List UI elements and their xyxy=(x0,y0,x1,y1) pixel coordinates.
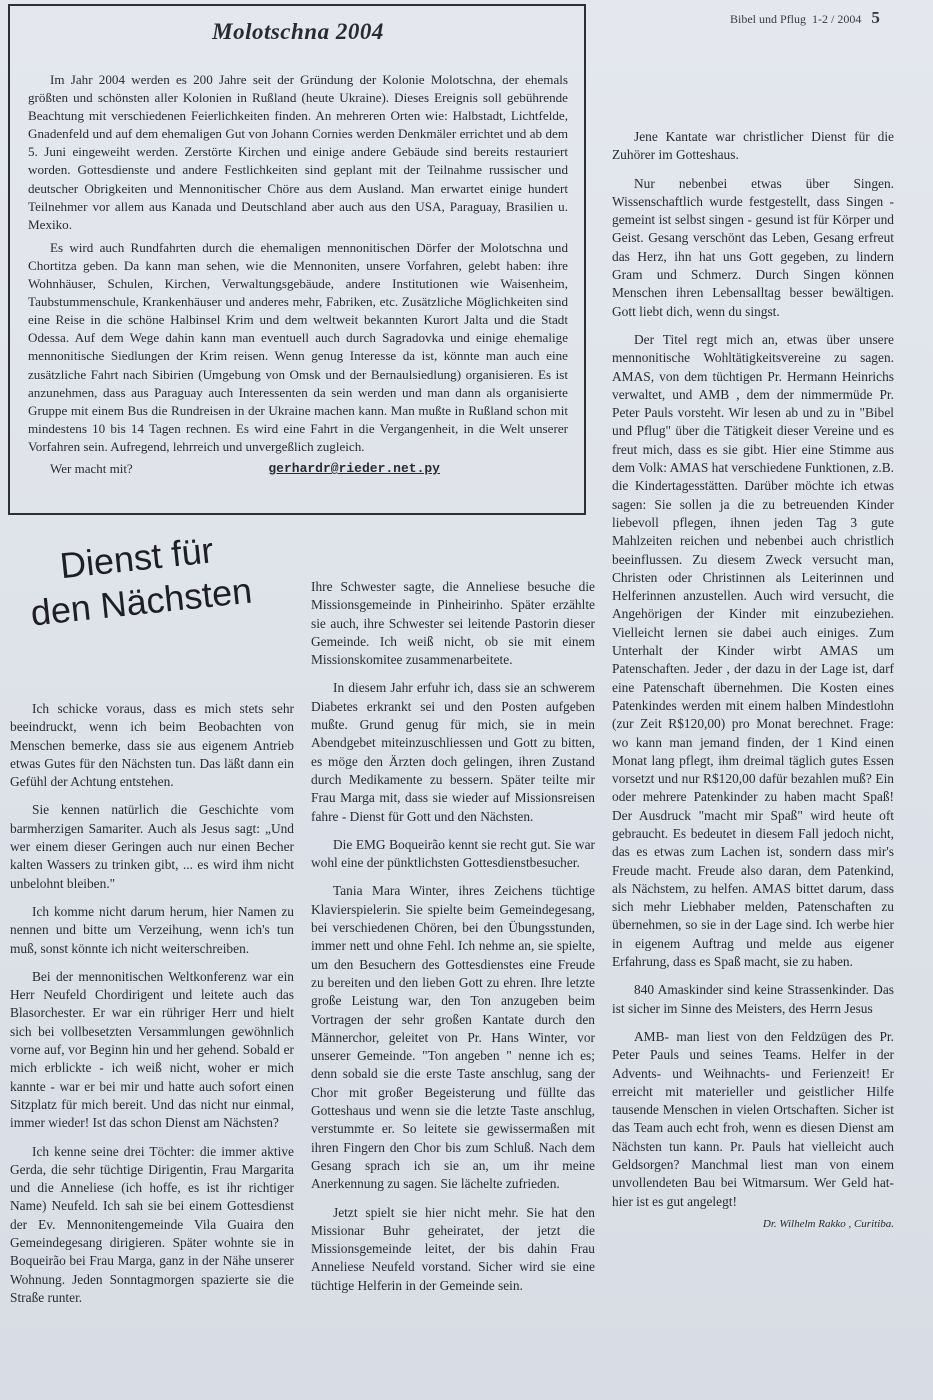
announcement-title: Molotschna 2004 xyxy=(212,19,384,44)
article-paragraph: Der Titel regt mich an, etwas über unsere mennonitische Wohltätigkeitsvereine zu sagen. AMAS, von dem tüchtigen Pr. Hermann Heinrichs verwaltet, und AMB , dem der nimmermüde Pr. Peter Pauls vorsteht. Wir lesen ab und zu in "Bibel und Pflug" über die Tätigkeit dieser Vereine und es freut mich, dass es sie gibt. Hier eine Stimme aus dem Volk: AMAS hat verschiedene Funktionen, z.B. die Kindertagesstätten. Darüber möchte ich etwas sagen: Sie sollen ja die zu betreuenden Kinder liebevoll pflegen, ihnen jeden Tag 3 gute Mahlzeiten reichen und nebenbei auch christlich beeinflussen. Zu diesem Zweck versucht man, Christen oder Christinnen als Leiterinnen und Helferinnen anzustellen. Auch wird versucht, die Angehörigen der Kinder mit einzubeziehen. Vielleicht lernen sie dabei auch einiges. Zum Unterhalt der Kinder wirbt AMAS um Patenschaften. Jeder , der dazu in der Lage ist, darf eine Patenschaft übernehmen. Die Kosten eines Patenkindes werden mit einem halben Mindestlohn (zur Zeit R$120,00) pro Monat berechnet. Frage: wo kann man jemand finden, der 1 Kind einen Monat lang pflegt, ihm dreimal täglich gutes Essen vorsetzt und nur R$120,00 dafür bezahlen muß? Ein oder mehrere Patenkinder zu haben macht Spaß! Der Ausdruck "macht mir Spaß" wird heute oft gebraucht. Es bedeutet in diesem Fall jedoch nicht, das es etwas zum Lachen ist, sondern dass mir's Freude macht. Freude also daran, dem Patenkind, als Nächstem, zu helfen. AMAS bittet darum, dass sich mehr Liebhaber melden, Patenschaften zu übernehmen, so sie in der Lage sind. Ich werbe hier in eigenem Auftrag und melde aus eigener Erfahrung, dass es Spaß macht, sie zu haben. xyxy=(612,331,894,970)
journal-name: Bibel und Pflug xyxy=(730,12,807,26)
molotschna-announcement-box xyxy=(8,4,586,515)
article-paragraph: 840 Amaskinder sind keine Strassenkinder. Das ist sicher im Sinne des Meisters, des Herrn Jesus xyxy=(612,982,894,1016)
article-paragraph: Ich komme nicht darum herum, hier Namen zu nennen und bitte um Verzeihung, wenn ich's tun muß, sonst könnte ich nicht weiterschreiben. xyxy=(10,903,294,956)
article-title-line-2: den Nächsten xyxy=(28,569,254,634)
article-paragraph: Jene Kantate war christlicher Dienst für die Zuhörer im Gotteshaus. xyxy=(612,129,894,163)
announcement-question: Wer macht mit? xyxy=(50,460,133,476)
article-paragraph: Jetzt spielt sie hier nicht mehr. Sie hat den Missionar Buhr geheiratet, der jetzt die Missionsgemeinde leitet, der bis dahin Frau Anneliese Neufeld vorstand. Sicher wird sie eine tüchtige Helferin in der Gemeinde sein. xyxy=(311,1204,595,1293)
article-paragraph: Ihre Schwester sagte, die Anneliese besuche die Missionsgemeinde in Pinheirinho. Später erzählte sie auch, ihre Schwester sei leitende Pastorin dieser Gemeinde. Ich weiß nicht, ob sie mit einem Missionskomitee zusammenarbeitete. xyxy=(311,579,595,668)
article-paragraph: Ich kenne seine drei Töchter: die immer aktive Gerda, die sehr tüchtige Dirigentin, Frau Margarita und die Anneliese (ich hoffe, es ist ihr richtiger Name) Neufeld. Ich sah sie bei einem Gottesdienst der Ev. Mennonitengemeinde Vila Guaira den Gemeindegesang dirigieren. Später wohnte sie in Boqueirão bei Frau Marga, ganz in der Nähe unserer Wohnung. Jeden Sonntagmorgen spazierte sie die Straße runter. xyxy=(10,1143,294,1305)
article-paragraph: Nur nebenbei etwas über Singen. Wissenschaftlich wurde festgestellt, dass Singen - gemeint ist selbst singen - gesund ist für Körper und Geist. Gesang verschönt das Leben, Gesang erfreut das Herz, ihn hat uns Gott gegeben, zu lindern Gram und Schmerz. Durch Singen können Menschen ihren Lebensalltag besser bewältigen. Gott liebt dich, wenn du singst. xyxy=(612,175,894,319)
article-column-3 xyxy=(612,128,894,1233)
article-paragraph: Sie kennen natürlich die Geschichte vom barmherzigen Samariter. Auch als Jesus sagt: „Und wer einem dieser Geringen auch nur einen Becher kalten Wassers zu trinken gibt, ... es wird ihm nicht unbelohnt bleiben." xyxy=(10,802,294,891)
article-column-1 xyxy=(10,700,294,1317)
article-title xyxy=(24,520,302,636)
article-paragraph: Ich schicke voraus, dass es mich stets sehr beeindruckt, wenn ich beim Beobachten von Menschen bemerke, dass sie aus eigenem Antrieb etwas Gutes für den Nächsten tun. Das läßt dann ein Gefühl der Achtung entstehen. xyxy=(10,701,294,790)
page-number: 5 xyxy=(871,8,880,27)
article-column-2 xyxy=(311,578,595,1305)
article-paragraph: Bei der mennonitischen Weltkonferenz war ein Herr Neufeld Chordirigent und leitete auch das Blasorchester. Er war ein rühriger Herr und hielt sich bei vollbesetzten Versammlungen gewöhnlich vorne auf, vor Beginn hin und her gehend. Sobald er mich erblickte - ich weiß nicht, woher er mich kannte - war er bei mir und hatte auch sofort einen Sitzplatz für mich bereit. Und das nicht nur einmal, immer wieder! Ist das schon Dienst am Nächsten? xyxy=(10,968,294,1131)
author-signature: Dr. Wilhelm Rakko , Curitiba. xyxy=(762,1217,894,1230)
issue-number: 1-2 / 2004 xyxy=(812,12,862,26)
announcement-paragraph-1: Im Jahr 2004 werden es 200 Jahre seit der Gründung der Kolonie Molotschna, der ehemals größten und schönsten aller Kolonien in Rußland (heute Ukraine). Dieses Ereignis soll gebührende Beachtung mit verschiedenen Feierlichkeiten finden. An mehreren Orten wie: Halbstadt, Lichtfelde, Gnadenfeld und auf dem ehemaligen Gut von Johann Cornies werden Denkmäler errichtet und ab dem 5. Juni eingeweiht werden. Zerstörte Kirchen und einige andere Gebäude sind bereits restauriert worden. Gottesdienste und andere Festlichkeiten sind geplant mit der Teilnahme russischer und deutscher Obrigkeiten und Mennonitischer Chöre aus dem Ausland. Man erwartet einige hundert Teilnehmer vor allem aus Kanada und Deutschland aber auch aus den USA, Paraguay, Brasilien u. Mexiko. xyxy=(28,72,568,232)
article-paragraph: Die EMG Boqueirão kennt sie recht gut. Sie war wohl eine der pünktlichsten Gottesdienstbesucher. xyxy=(311,836,595,871)
page-header xyxy=(730,8,926,28)
contact-email-link[interactable]: gerhardr@rieder.net.py xyxy=(268,460,440,476)
article-title-line-1: Dienst für xyxy=(57,529,216,587)
article-paragraph: AMB- man liest von den Feldzügen des Pr. Peter Pauls und seines Teams. Helfer in der Advents- und Weihnachts- und Ferienzeit! Er erreicht mit materieller und geistlicher Hilfe tausende Menschen in vielen Ortschaften. Sicher ist das Team auch echt froh, wenn es diesen Dienst am Nächsten tun kann. Pr. Pauls hat vielleicht auch Geldsorgen? Manchmal liest man von einem unvollendeten Bau bei Witmarsum. Wer Geld hat- hier ist es gut angelegt! xyxy=(612,1028,894,1209)
announcement-footer xyxy=(28,461,568,477)
announcement-paragraph-2: Es wird auch Rundfahrten durch die ehemaligen mennonitischen Dörfer der Molotschna und Chortitza geben. Da kann man sehen, wie die Mennoniten, unsere Vorfahren, gelebt haben: ihre Wohnhäuser, Schulen, Kirchen, Verwaltungsgebäude, andere Institutionen wie Waisenheim, Taubstummenschule, Krankenhäuser und anderes mehr, Fabriken, etc. Zusätzliche Möglichkeiten sind eine Reise in die schöne Halbinsel Krim und dem weltweit bekannten Kurort Jalta und die Stadt Odessa. Auf dem Wege dahin kann man eventuell auch durch Sagradovka und einige ehemalige mennonitische Siedlungen der Krim reisen. Wenn genug Interesse da ist, könnte man auch eine zusätzliche Fahrt nach Sibirien (Umgebung von Omsk und der Bernaulsiedlung) organisieren. Es ist anzunehmen, dass aus Paraguay auch Interessenten da sein werden und man dann als organisierte Gruppe mit einem Bus die Rundreisen in der Ukraine machen kann. Man mußte in Rußland schon mit mindestens 10 bis 14 Tagen rechnen. Es wird eine Fahrt in die Vergangenheit, in die Welt unserer Vorfahren sein. Aufregend, lehrreich und unvergeßlich zugleich. xyxy=(28,239,568,454)
article-paragraph: Tania Mara Winter, ihres Zeichens tüchtige Klavierspielerin. Sie spielte beim Gemeindegesang, bei verschiedenen Chören, bei den Übungsstunden, immer nett und ohne Fehl. Ich nehme an, sie spielte, um den Besuchern des Gottesdienstes eine Freude zu bereiten und den lieben Gott zu ehren. Ihre letzte große Leistung war, den Ton anzugeben beim Vortragen der sehr großen Kantate durch den Männerchor, geleitet von Pr. Hans Winter, vor unserer Gemeinde. "Ton angeben " nenne ich es; denn sobald sie die erste Taste anschlug, sang der Chor mit großer Begeisterung und füllte das Gotteshaus und wenn sie die letzte Taste anschlug, verstummte er. So leitete sie gewissermaßen mit ihren Fingern den Chor bis zum Schluß. Nach dem Gesang sprach ich sie an, um ihr meine Anerkennung zu sagen. Sie lächelte zufrieden. xyxy=(311,883,595,1192)
article-paragraph: In diesem Jahr erfuhr ich, dass sie an schwerem Diabetes erkrankt sei und den Posten aufgeben mußte. Grund genug für mich, sie in mein Abendgebet miteinzuschliessen und Gott zu bitten, es möge den Ärzten doch gelingen, ihren Zustand durch Medikamente zu bessern. Später teilte mir Frau Marga mit, dass sie wieder auf Missionsreisen fahre - Dienst für Gott und den Nächsten. xyxy=(311,680,595,824)
